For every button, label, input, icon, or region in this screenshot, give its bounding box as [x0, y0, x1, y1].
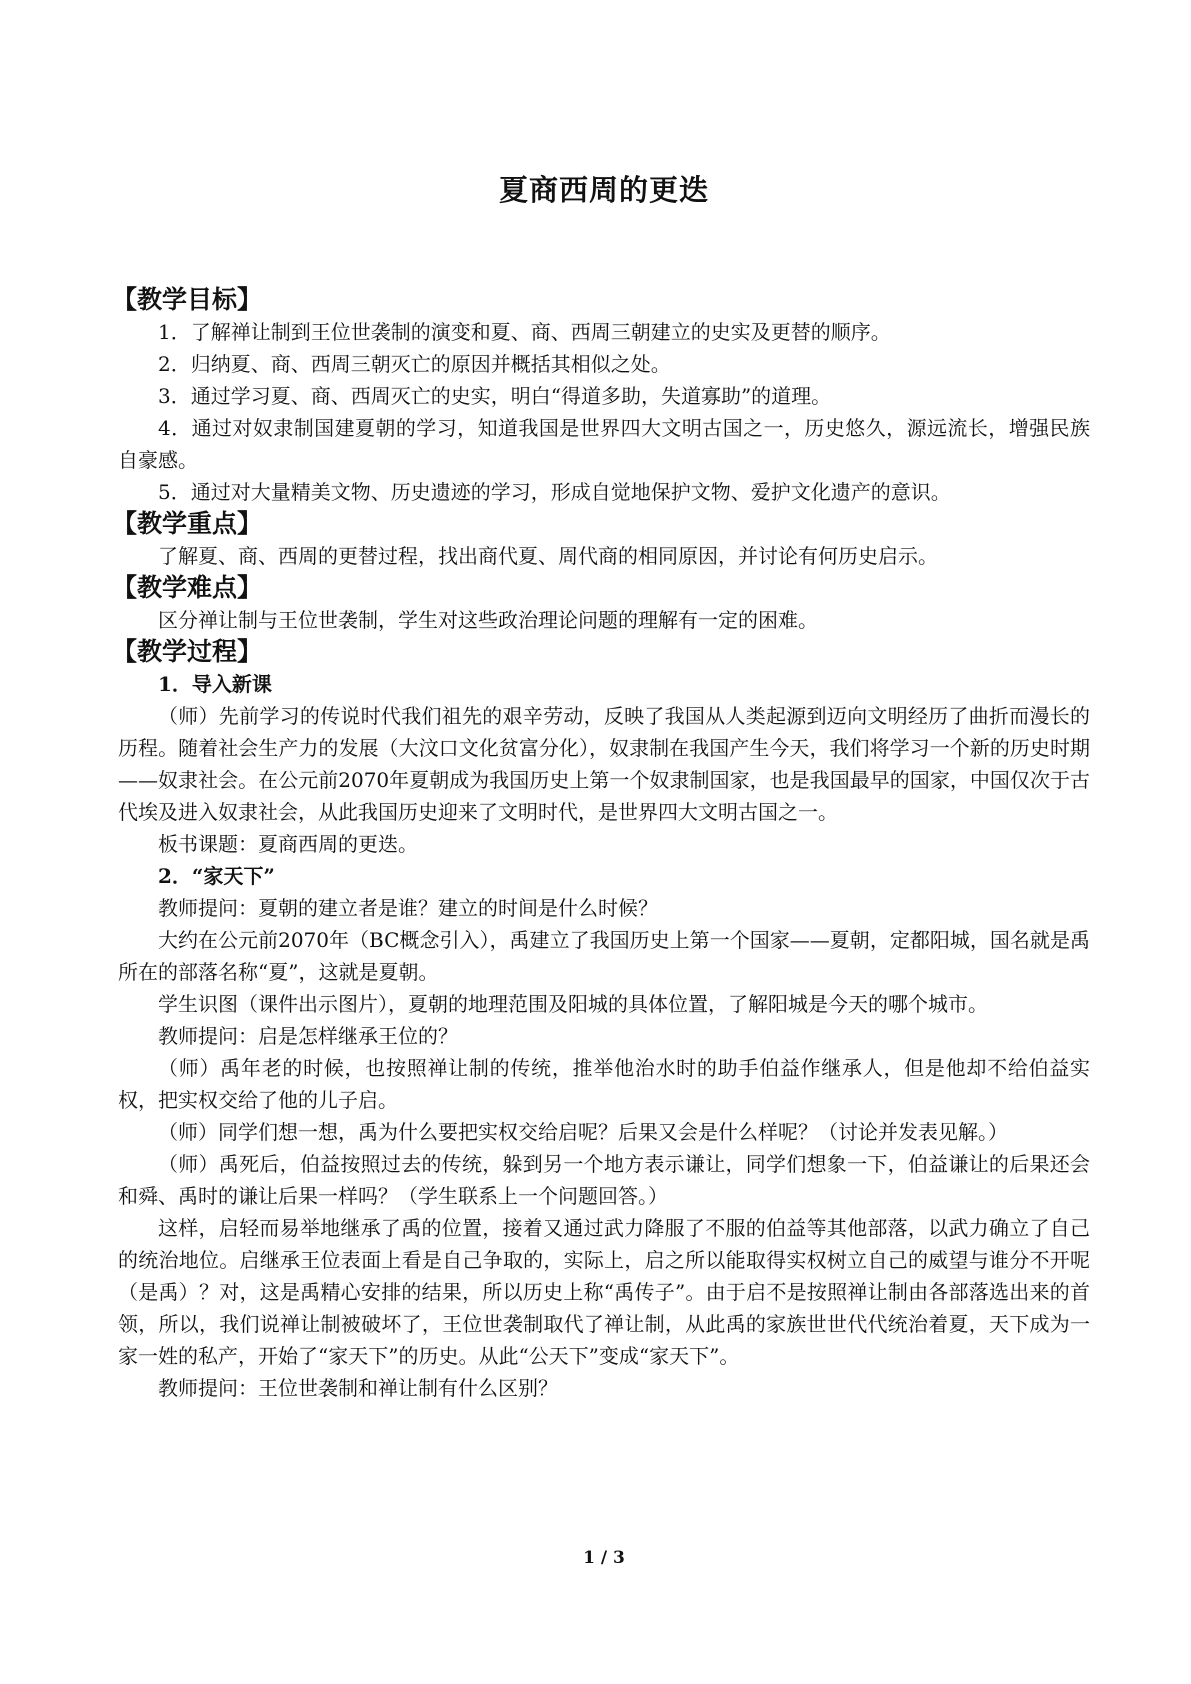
document-title: 夏商西周的更迭 [498, 173, 709, 207]
process-paragraph: 教师提问：王位世袭制和禅让制有什么区别？ [158, 1376, 558, 1400]
section-heading-process: 【教学过程】 [112, 637, 263, 666]
objective-item: 5．通过对大量精美文物、历史遗迹的学习，形成自觉地保护文物、爱护文化遗产的意识。 [158, 480, 951, 504]
process-paragraph: 大约在公元前2070年（BC概念引入），禹建立了我国历史上第一个国家——夏朝，定都阳城，国名就是禹所在的部落名称“夏”，这就是夏朝。 [118, 928, 1090, 984]
difficulties-text: 区分禅让制与王位世袭制，学生对这些政治理论问题的理解有一定的困难。 [158, 608, 818, 632]
section-heading-key-points: 【教学重点】 [112, 509, 263, 538]
process-paragraph: 教师提问：启是怎样继承王位的？ [158, 1024, 458, 1048]
document-body [112, 284, 1090, 1404]
objective-item: 4．通过对奴隶制国建夏朝的学习，知道我国是世界四大文明古国之一，历史悠久，源远流长，增强民族自豪感。 [118, 416, 1090, 472]
process-paragraph: （师）禹死后，伯益按照过去的传统，躲到另一个地方表示谦让，同学们想象一下，伯益谦让的后果还会和舜、禹时的谦让后果一样吗？（学生联系上一个问题回答。） [118, 1152, 1090, 1208]
section-heading-objectives: 【教学目标】 [112, 285, 263, 314]
process-paragraph: 学生识图（课件出示图片），夏朝的地理范围及阳城的具体位置，了解阳城是今天的哪个城市。 [158, 992, 988, 1016]
process-paragraph: （师）同学们想一想，禹为什么要把实权交给启呢？后果又会是什么样呢？（讨论并发表见解。） [158, 1120, 1008, 1144]
process-paragraph: （师）先前学习的传说时代我们祖先的艰辛劳动，反映了我国从人类起源到迈向文明经历了曲折而漫长的历程。随着社会生产力的发展（大汶口文化贫富分化），奴隶制在我国产生今天，我们将学习一个新的历史时期——奴隶社会。在公元前2070年夏朝成为我国历史上第一个奴隶制国家，也是我国最早的国家，中国仅次于古代埃及进入奴隶社会，从此我国历史迎来了文明时代，是世界四大文明古国之一。 [118, 704, 1090, 824]
process-paragraph: 板书课题：夏商西周的更迭。 [158, 832, 418, 856]
objective-item: 2．归纳夏、商、西周三朝灭亡的原因并概括其相似之处。 [158, 352, 671, 376]
process-paragraph: 教师提问：夏朝的建立者是谁？建立的时间是什么时候？ [158, 896, 658, 920]
process-paragraph: （师）禹年老的时候，也按照禅让制的传统，推举他治水时的助手伯益作继承人，但是他却不给伯益实权，把实权交给了他的儿子启。 [118, 1056, 1090, 1112]
objective-item: 3．通过学习夏、商、西周灭亡的史实，明白“得道多助，失道寡助”的道理。 [158, 384, 832, 408]
page-number: 1 / 3 [583, 1548, 625, 1568]
process-paragraph: 这样，启轻而易举地继承了禹的位置，接着又通过武力降服了不服的伯益等其他部落，以武力确立了自己的统治地位。启继承王位表面上看是自己争取的，实际上，启之所以能取得实权树立自己的威望与谁分不开呢（是禹）？对，这是禹精心安排的结果，所以历史上称“禹传子”。由于启不是按照禅让制由各部落选出来的首领，所以，我们说禅让制被破坏了，王位世袭制取代了禅让制，从此禹的家族世世代代统治着夏，天下成为一家一姓的私产，开始了“家天下”的历史。从此“公天下”变成“家天下”。 [118, 1216, 1090, 1368]
process-part-title-jiatianxia: 2．“家天下” [158, 864, 275, 888]
key-points-text: 了解夏、商、西周的更替过程，找出商代夏、周代商的相同原因，并讨论有何历史启示。 [158, 544, 938, 568]
section-heading-difficulties: 【教学难点】 [112, 573, 263, 602]
process-part-title-intro: 1．导入新课 [158, 672, 272, 696]
document-page [112, 0, 1090, 1684]
objective-item: 1．了解禅让制到王位世袭制的演变和夏、商、西周三朝建立的史实及更替的顺序。 [158, 320, 891, 344]
